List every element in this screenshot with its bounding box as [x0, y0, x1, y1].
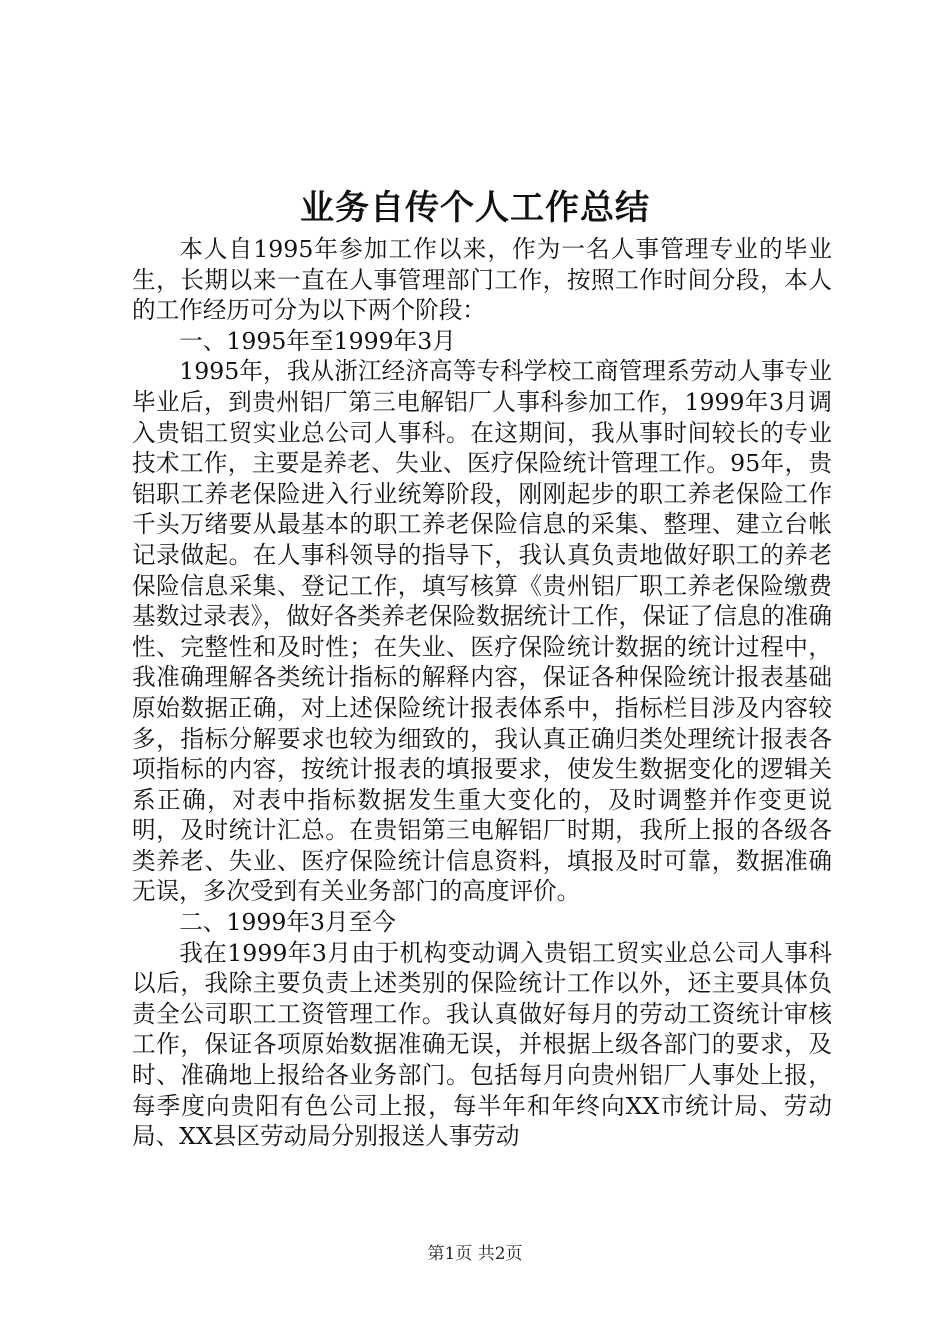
document-body	[132, 234, 832, 1152]
section-1-paragraph: 1995年，我从浙江经济高等专科学校工商管理系劳动人事专业毕业后，到贵州铝厂第三电解铝厂人事科参加工作，1999年3月调入贵铝工贸实业总公司人事科。在这期间，我从事时间较长的专业技术工作，主要是养老、失业、医疗保险统计管理工作。95年，贵铝职工养老保险进入行业统筹阶段，刚刚起步的职工养老保险工作千头万绪要从最基本的职工养老保险信息的采集、整理、建立台帐记录做起。在人事科领导的指导下，我认真负责地做好职工的养老保险信息采集、登记工作，填写核算《贵州铝厂职工养老保险缴费基数过录表》，做好各类养老保险数据统计工作，保证了信息的准确性、完整性和及时性；在失业、医疗保险统计数据的统计过程中，我准确理解各类统计指标的解释内容，保证各种保险统计报表基础原始数据正确，对上述保险统计报表体系中，指标栏目涉及内容较多，指标分解要求也较为细致的，我认真正确归类处理统计报表各项指标的内容，按统计报表的填报要求，使发生数据变化的逻辑关系正确，对表中指标数据发生重大变化的，及时调整并作变更说明，及时统计汇总。在贵铝第三电解铝厂时期，我所上报的各级各类养老、失业、医疗保险统计信息资料，填报及时可靠，数据准确无误，多次受到有关业务部门的高度评价。	[132, 357, 832, 906]
section-heading-2: 二、1999年3月至今	[179, 908, 396, 937]
document-title: 业务自传个人工作总结	[300, 188, 650, 228]
page-footer: 第1页 共2页	[427, 1244, 523, 1264]
section-2-paragraph: 我在1999年3月由于机构变动调入贵铝工贸实业总公司人事科以后，我除主要负责上述类别的保险统计工作以外，还主要具体负责全公司职工工资管理工作。我认真做好每月的劳动工资统计审核工作，保证各项原始数据准确无误，并根据上级各部门的要求，及时、准确地上报给各业务部门。包括每月向贵州铝厂人事处上报，每季度向贵阳有色公司上报，每半年和年终向XX市统计局、劳动局、XX县区劳动局分别报送人事劳动	[132, 938, 832, 1151]
section-heading-1: 一、1995年至1999年3月	[179, 326, 456, 355]
intro-paragraph: 本人自1995年参加工作以来，作为一名人事管理专业的毕业生，长期以来一直在人事管理部门工作，按照工作时间分段，本人的工作经历可分为以下两个阶段：	[132, 235, 832, 325]
